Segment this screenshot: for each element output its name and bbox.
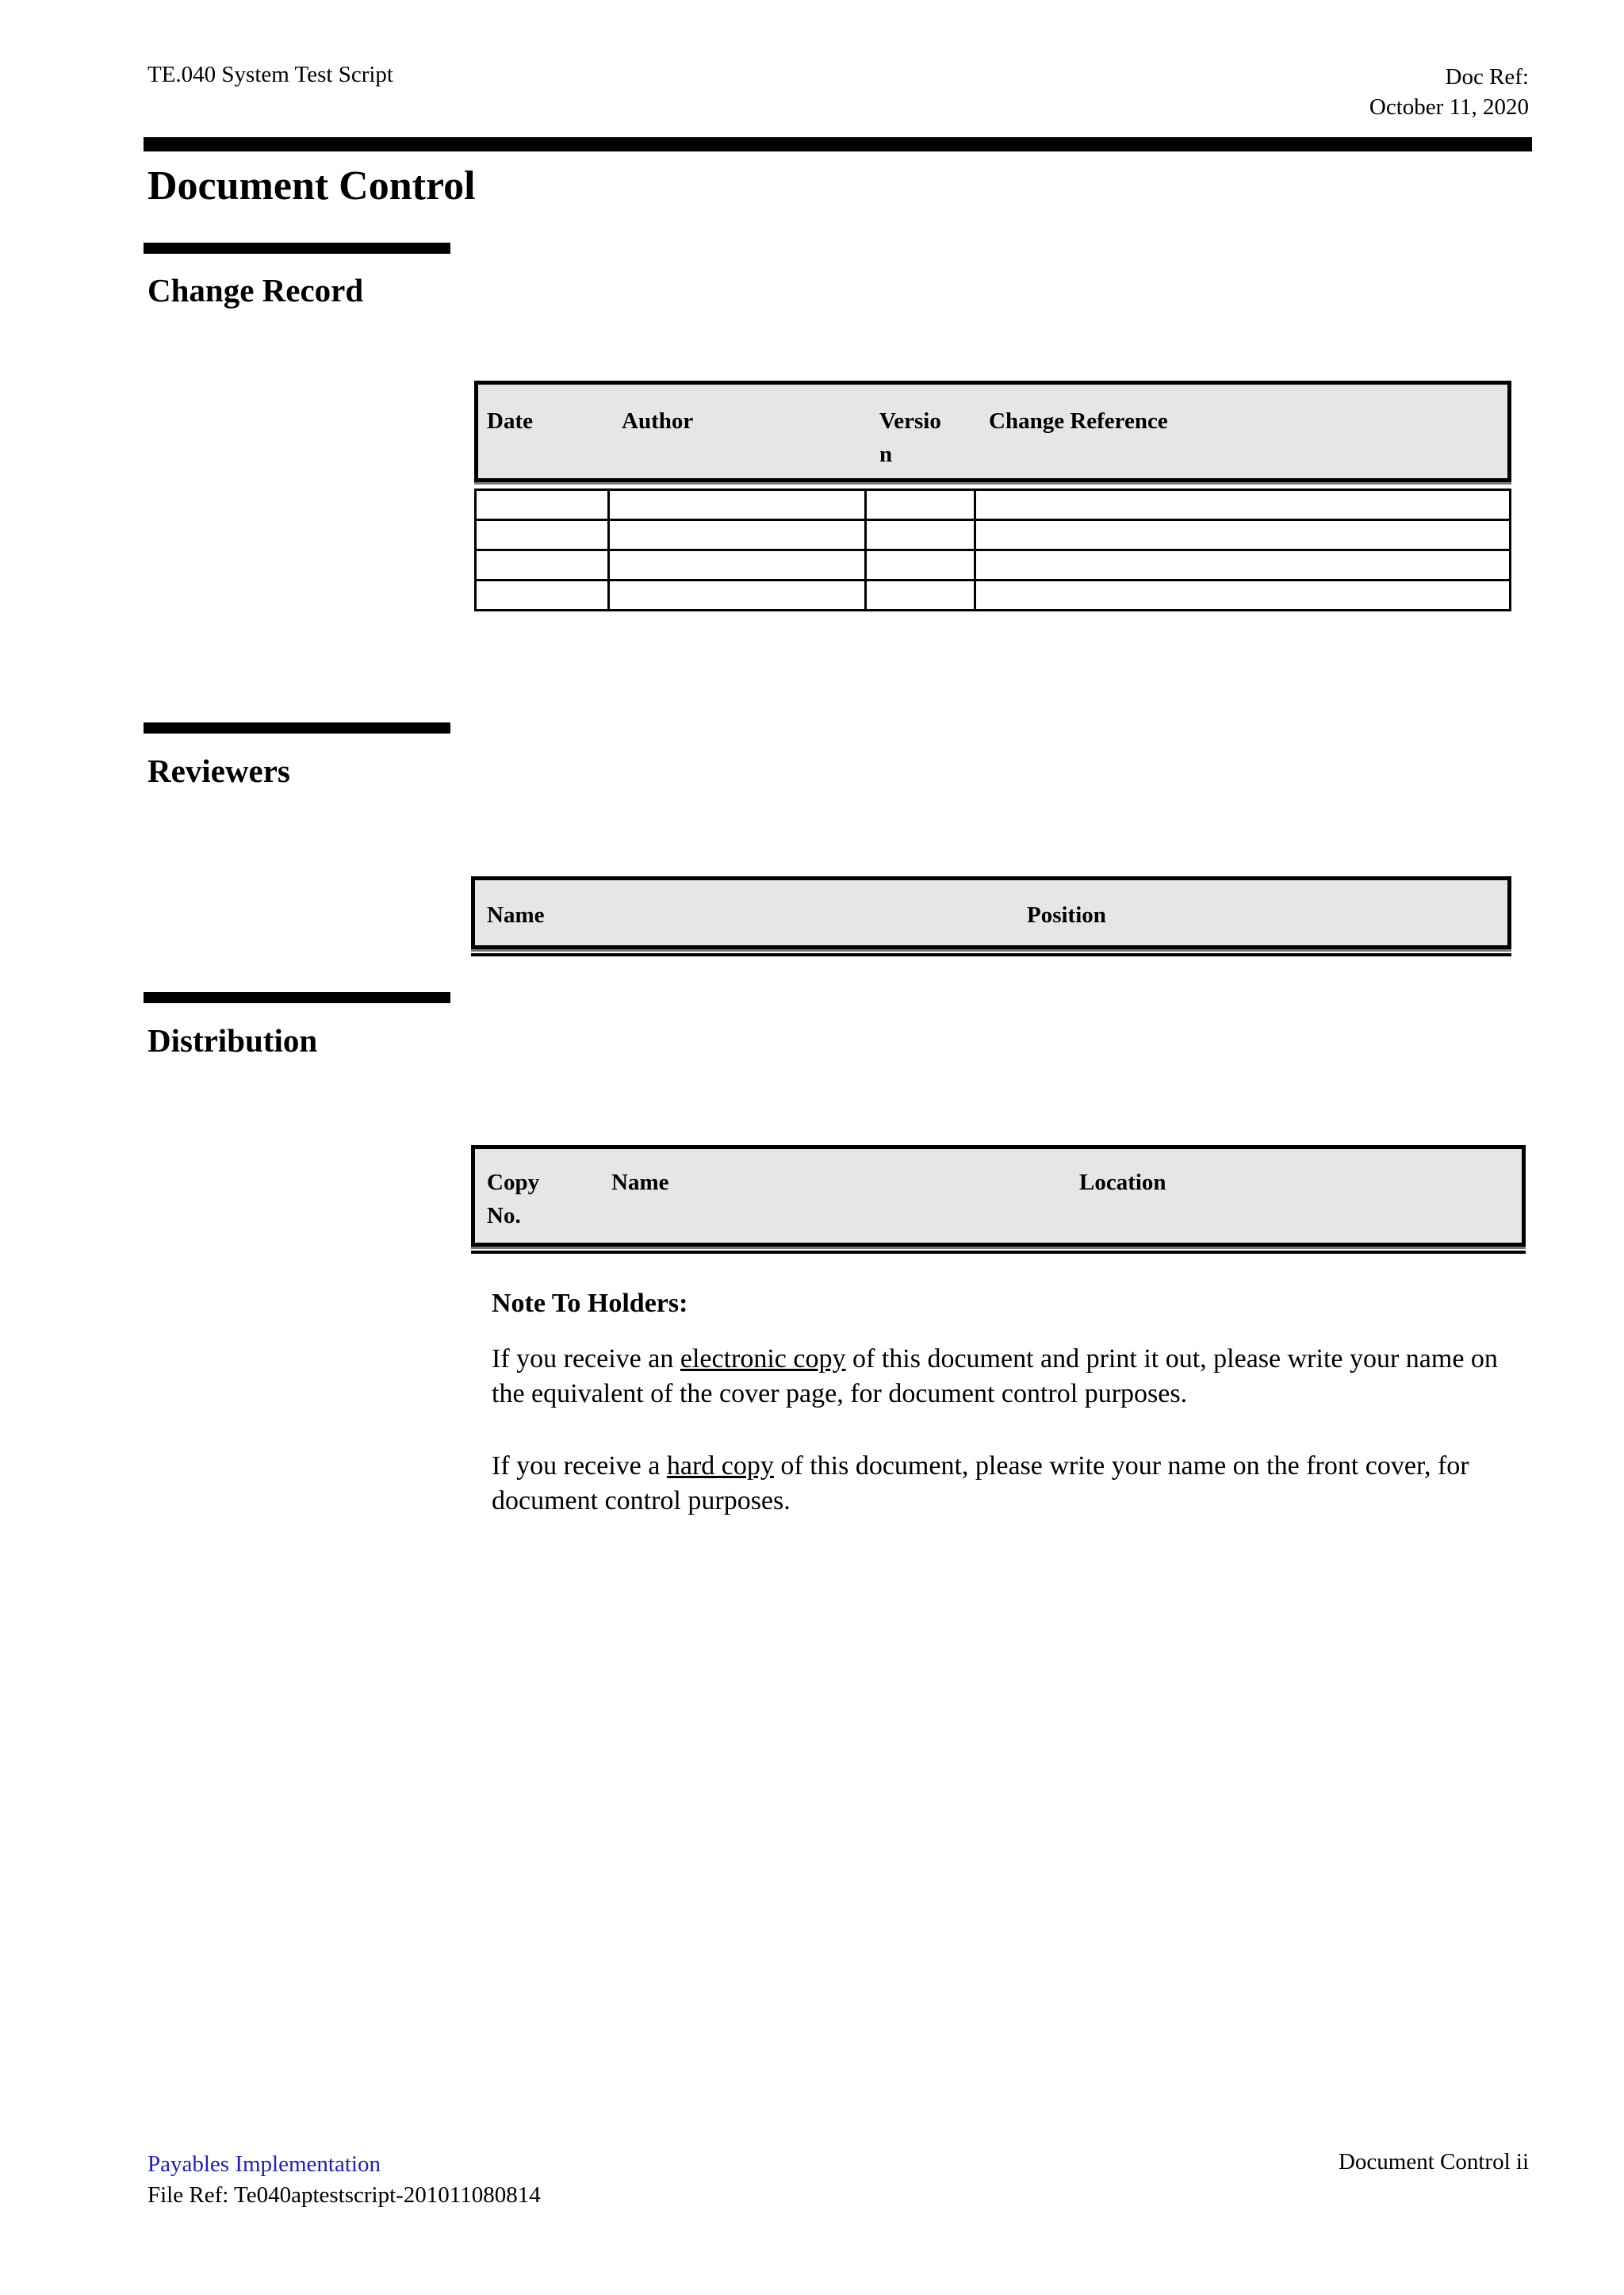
table-cell	[866, 550, 975, 580]
table-cell	[866, 520, 975, 550]
header-underline	[471, 953, 1511, 956]
note-text: of this document and print it out, please write your name on the equivalent of the cover page, for document control purposes.	[492, 1344, 1498, 1408]
footer-file-ref: File Ref: Te040aptestscript-201011080814	[147, 2182, 541, 2208]
note-paragraph-electronic	[492, 1342, 1522, 1412]
header-underline	[471, 949, 1511, 952]
footer-page-label: Document Control ii	[1338, 2149, 1529, 2174]
section-bar-distribution	[144, 992, 450, 1003]
table-row	[476, 550, 1511, 580]
col-position: Position	[1027, 902, 1106, 928]
header-doc-ref	[1369, 62, 1529, 122]
table-cell	[609, 520, 866, 550]
col-change-reference: Change Reference	[989, 408, 1168, 434]
table-cell	[609, 550, 866, 580]
table-cell	[476, 550, 609, 580]
header-title: TE.040 System Test Script	[147, 62, 393, 87]
table-row	[476, 580, 1511, 611]
table-row	[476, 490, 1511, 520]
table-cell	[975, 520, 1511, 550]
footer-left	[147, 2149, 541, 2211]
header-underline	[471, 1251, 1526, 1254]
reviewers-heading: Reviewers	[147, 753, 290, 789]
note-title: Note To Holders:	[492, 1289, 688, 1318]
table-cell	[975, 580, 1511, 611]
col-name: Name	[487, 902, 545, 928]
table-cell	[476, 490, 609, 520]
col-version: Versio n	[879, 408, 941, 467]
header-underline	[474, 482, 1511, 485]
doc-ref-label: Doc Ref:	[1445, 64, 1529, 90]
reviewers-header	[471, 876, 1511, 949]
footer-project: Payables Implementation	[147, 2151, 381, 2177]
table-cell	[476, 580, 609, 611]
table-cell	[866, 490, 975, 520]
col-copy-no: Copy No.	[487, 1170, 540, 1228]
section-bar-change-record	[144, 243, 450, 254]
table-row	[476, 520, 1511, 550]
table-cell	[975, 550, 1511, 580]
distribution-heading: Distribution	[147, 1022, 318, 1059]
note-text: If you receive an	[492, 1344, 680, 1374]
header-date: October 11, 2020	[1369, 94, 1529, 120]
col-author: Author	[622, 408, 694, 434]
note-text: If you receive a	[492, 1451, 667, 1481]
hard-copy-text: hard copy	[666, 1451, 774, 1481]
col-name: Name	[611, 1170, 669, 1195]
page-title: Document Control	[147, 163, 476, 209]
col-location: Location	[1079, 1170, 1166, 1195]
col-date: Date	[487, 408, 533, 434]
note-text: of this document, please write your name on the front cover, for document control purposes.	[492, 1451, 1469, 1515]
table-cell	[975, 490, 1511, 520]
table-cell	[866, 580, 975, 611]
table-cell	[609, 490, 866, 520]
table-cell	[476, 520, 609, 550]
header-rule	[144, 137, 1532, 151]
table-cell	[609, 580, 866, 611]
distribution-header	[471, 1145, 1526, 1247]
note-paragraph-hard	[492, 1449, 1522, 1519]
change-record-heading: Change Record	[147, 272, 364, 308]
section-bar-reviewers	[144, 722, 450, 734]
electronic-copy-text: electronic copy	[680, 1344, 846, 1374]
header-underline	[471, 1247, 1526, 1249]
change-record-table	[474, 489, 1511, 611]
change-record-header	[474, 381, 1511, 482]
